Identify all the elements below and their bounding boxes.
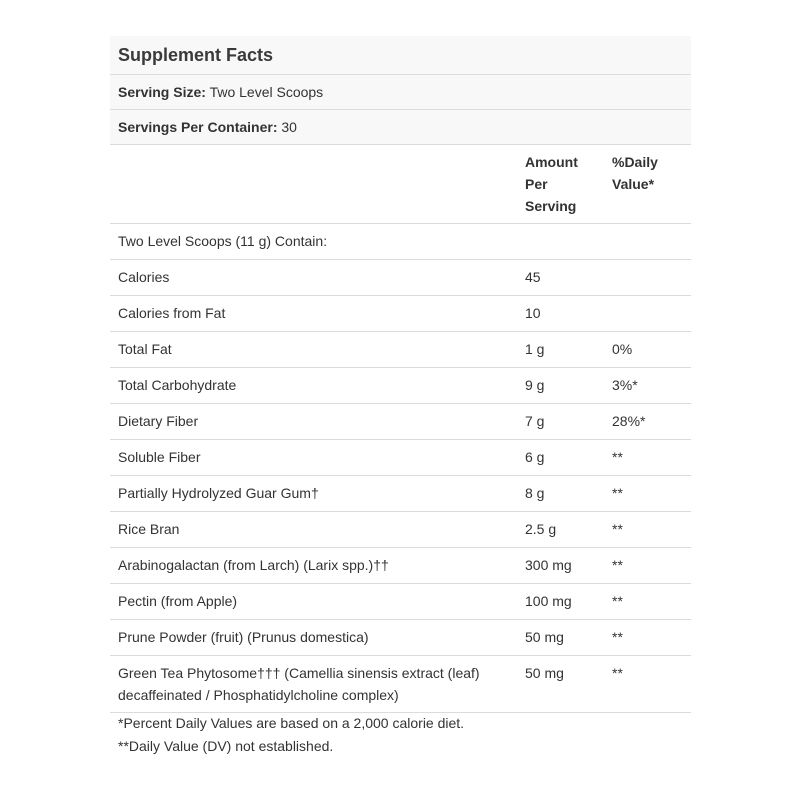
nutrient-daily-value: ** [604, 512, 691, 548]
table-row [110, 584, 691, 620]
table-row [110, 476, 691, 512]
nutrient-daily-value: ** [604, 548, 691, 584]
nutrient-name: Soluble Fiber [110, 440, 517, 476]
daily-value-header [604, 145, 691, 224]
servings-per-container-value: 30 [281, 119, 297, 135]
table-row [110, 332, 691, 368]
nutrient-amount: 6 g [517, 440, 604, 476]
nutrient-amount: 2.5 g [517, 512, 604, 548]
dv-header-line: Value* [612, 176, 655, 192]
nutrient-daily-value: 28%* [604, 404, 691, 440]
nutrient-name: Calories from Fat [110, 296, 517, 332]
serving-size-label: Serving Size: [118, 84, 206, 100]
header-blank-cell [110, 145, 517, 224]
amount-per-serving-header [517, 145, 604, 224]
nutrient-amount: 7 g [517, 404, 604, 440]
nutrient-daily-value: ** [604, 476, 691, 512]
footnote: *Percent Daily Values are based on a 2,000 calorie diet. [118, 715, 465, 731]
nutrient-name: Green Tea Phytosome††† (Camellia sinensis extract (leaf) decaffeinated / Phosphatidylcholine complex) [110, 656, 517, 713]
amount-header-line: Amount [525, 154, 578, 170]
nutrient-amount: 9 g [517, 368, 604, 404]
table-title: Supplement Facts [110, 36, 691, 75]
nutrient-amount: 100 mg [517, 584, 604, 620]
nutrient-daily-value [604, 260, 691, 296]
nutrient-amount: 45 [517, 260, 604, 296]
nutrient-daily-value: ** [604, 620, 691, 656]
nutrient-name: Prune Powder (fruit) (Prunus domestica) [110, 620, 517, 656]
amount-header-line: Per [525, 176, 548, 192]
supplement-facts-table [110, 36, 691, 713]
nutrient-name: Partially Hydrolyzed Guar Gum† [110, 476, 517, 512]
nutrient-name: Calories [110, 260, 517, 296]
nutrient-amount: 10 [517, 296, 604, 332]
nutrient-amount: 8 g [517, 476, 604, 512]
footnotes [118, 712, 678, 758]
table-row [110, 656, 691, 713]
table-row [110, 404, 691, 440]
servings-per-container-row [110, 110, 691, 145]
nutrient-amount: 300 mg [517, 548, 604, 584]
dv-header-line: %Daily [612, 154, 658, 170]
servings-per-container-label: Servings Per Container: [118, 119, 278, 135]
nutrient-daily-value: ** [604, 440, 691, 476]
serving-size-value: Two Level Scoops [209, 84, 324, 100]
column-header-row [110, 145, 691, 224]
serving-size-row [110, 75, 691, 110]
nutrient-amount: 50 mg [517, 620, 604, 656]
table-row [110, 512, 691, 548]
contain-label: Two Level Scoops (11 g) Contain: [110, 224, 691, 260]
serving-size-cell [110, 75, 691, 110]
nutrient-amount: 50 mg [517, 656, 604, 713]
nutrient-daily-value [604, 296, 691, 332]
table-row [110, 260, 691, 296]
nutrient-name: Total Fat [110, 332, 517, 368]
table-row [110, 440, 691, 476]
table-row [110, 620, 691, 656]
nutrient-daily-value: 0% [604, 332, 691, 368]
footnote: **Daily Value (DV) not established. [118, 738, 334, 754]
amount-header-line: Serving [525, 198, 577, 214]
table-row [110, 548, 691, 584]
servings-per-container-cell [110, 110, 691, 145]
nutrient-name: Rice Bran [110, 512, 517, 548]
table-row [110, 296, 691, 332]
nutrient-name: Total Carbohydrate [110, 368, 517, 404]
nutrient-daily-value: ** [604, 656, 691, 713]
title-row [110, 36, 691, 75]
nutrient-daily-value: 3%* [604, 368, 691, 404]
nutrient-name: Dietary Fiber [110, 404, 517, 440]
nutrient-daily-value: ** [604, 584, 691, 620]
nutrient-amount: 1 g [517, 332, 604, 368]
table-row [110, 368, 691, 404]
nutrient-name: Pectin (from Apple) [110, 584, 517, 620]
contain-row [110, 224, 691, 260]
nutrient-name: Arabinogalactan (from Larch) (Larix spp.)†† [110, 548, 517, 584]
